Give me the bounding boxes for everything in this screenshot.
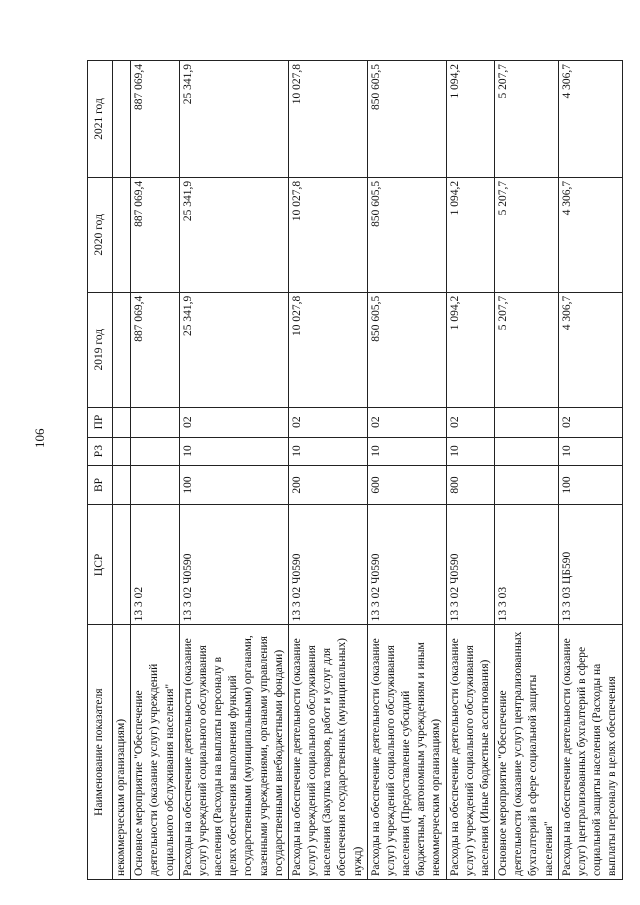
cell-2021: 1 094,2 [446,61,495,178]
cell-2020: 887 069,4 [131,177,180,292]
header-2019: 2019 год [88,292,113,407]
cell-name: Расходы на обеспечение деятельности (оказание услуг) централизованных бухгалтерий в сфере социальной защиты населения (Расходы на выплаты персоналу в целях обеспечения [558,625,622,880]
table-row [495,61,559,880]
cell-vr: 600 [367,465,446,505]
table-row [113,61,131,880]
cell-name: Расходы на обеспечение деятельности (оказание услуг) учреждений социального обслуживания населения (Иные бюджетные ассигнования) [446,625,495,880]
cell-rz: 10 [288,437,367,465]
cell-2021: 850 605,5 [367,61,446,178]
cell-name: Расходы на обеспечение деятельности (оказание услуг) учреждений социального обслуживания населения (Предоставление субсидий бюджетным, автономным учреждениям и иным некоммерческим организациям) [367,625,446,880]
header-name: Наименование показателя [88,625,113,880]
cell-csr: 13 3 02 Ч0590 [446,505,495,625]
cell-vr: 200 [288,465,367,505]
cell-vr: 100 [179,465,288,505]
cell-pr: 02 [558,407,622,437]
page-number: 106 [32,428,47,448]
header-2020: 2020 год [88,177,113,292]
header-2021: 2021 год [88,61,113,178]
cell-2021: 887 069,4 [131,61,180,178]
cell-rz [495,437,559,465]
cell-name: Основное мероприятие "Обеспечение деятельности (оказание услуг) учреждений социального обслуживания населения" [131,625,180,880]
cell-csr: 13 3 03 ЦБ590 [558,505,622,625]
cell-rz [113,437,131,465]
table-row [131,61,180,880]
table-row [367,61,446,880]
cell-pr: 02 [288,407,367,437]
header-csr: ЦСР [88,505,113,625]
header-pr: ПР [88,407,113,437]
cell-rz [131,437,180,465]
cell-csr: 13 3 03 [495,505,559,625]
cell-2020: 5 207,7 [495,177,559,292]
cell-csr: 13 3 02 Ч0590 [367,505,446,625]
table-row [446,61,495,880]
cell-2020: 10 027,8 [288,177,367,292]
cell-2020: 850 605,5 [367,177,446,292]
cell-2019: 1 094,2 [446,292,495,407]
cell-2021: 4 306,7 [558,61,622,178]
cell-vr [131,465,180,505]
cell-rz: 10 [446,437,495,465]
cell-2019: 25 341,9 [179,292,288,407]
cell-rz: 10 [558,437,622,465]
header-vr: ВР [88,465,113,505]
cell-pr: 02 [446,407,495,437]
cell-2020: 25 341,9 [179,177,288,292]
cell-rz: 10 [367,437,446,465]
cell-pr [113,407,131,437]
cell-2019: 10 027,8 [288,292,367,407]
cell-2019: 5 207,7 [495,292,559,407]
cell-2020: 4 306,7 [558,177,622,292]
cell-pr [131,407,180,437]
cell-2021: 10 027,8 [288,61,367,178]
cell-2021: 25 341,9 [179,61,288,178]
cell-csr: 13 3 02 Ч0590 [179,505,288,625]
cell-name: Расходы на обеспечение деятельности (оказание услуг) учреждений социального обслуживания населения (Закупка товаров, работ и услуг для обеспечения государственных (муниципальных) нужд) [288,625,367,880]
cell-name: Основное мероприятие "Обеспечение деятельности (оказание услуг) централизованных бухгалтерий в сфере социальной защиты населения" [495,625,559,880]
table-row [288,61,367,880]
cell-csr: 13 3 02 [131,505,180,625]
cell-2019: 850 605,5 [367,292,446,407]
cell-pr: 02 [179,407,288,437]
table-row [179,61,288,880]
cell-vr: 100 [558,465,622,505]
budget-table [87,60,623,880]
cell-pr: 02 [367,407,446,437]
cell-name: некоммерческим организациям) [113,625,131,880]
cell-pr [495,407,559,437]
cell-2020: 1 094,2 [446,177,495,292]
cell-vr [113,465,131,505]
table-header-row [88,61,113,880]
rotated-table-container [87,60,619,880]
cell-2021 [113,61,131,178]
cell-vr [495,465,559,505]
cell-name: Расходы на обеспечение деятельности (оказание услуг) учреждений социального обслуживания населения (Расходы на выплаты персоналу в целях обеспечения выполнения функций государственными (муниципальными) органами, казенными учреждениями, органами управления государственными внебюджетными фондами) [179,625,288,880]
table-row [558,61,622,880]
cell-2019 [113,292,131,407]
cell-csr [113,505,131,625]
header-rz: РЗ [88,437,113,465]
cell-2020 [113,177,131,292]
cell-csr: 13 3 02 Ч0590 [288,505,367,625]
cell-vr: 800 [446,465,495,505]
cell-2019: 4 306,7 [558,292,622,407]
cell-2019: 887 069,4 [131,292,180,407]
cell-rz: 10 [179,437,288,465]
cell-2021: 5 207,7 [495,61,559,178]
